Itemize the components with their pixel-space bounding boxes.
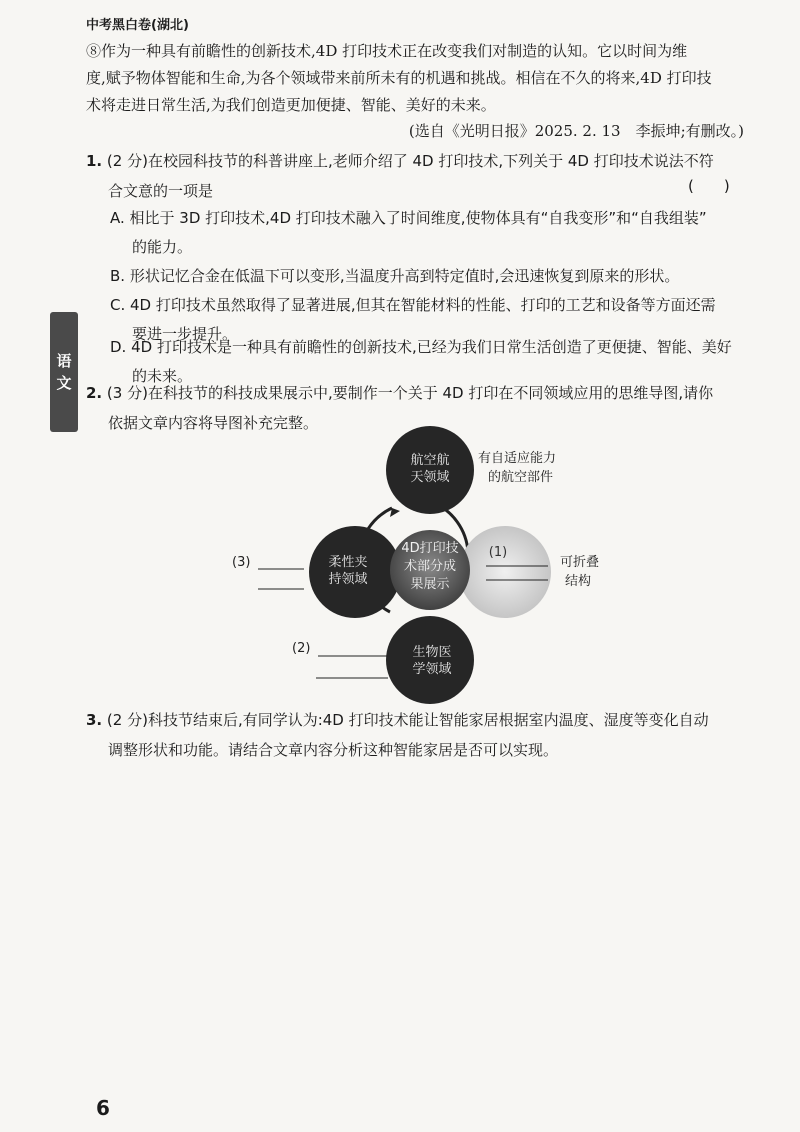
page-number: 6 xyxy=(96,1096,110,1120)
passage-source: (选自《光明日报》2025. 2. 13 李振坤;有删改。) xyxy=(408,122,744,140)
question-number: 1. xyxy=(86,152,103,170)
question-text: (3 分)在科技节的科技成果展示中,要制作一个关于 4D 打印在不同领域应用的思维导图,请你 xyxy=(106,384,714,402)
option-text: D. 4D 打印技术是一种具有前瞻性的创新技术,已经为我们日常生活创造了更便捷、智能、美好 xyxy=(110,338,732,356)
note-top: 的航空部件 xyxy=(488,470,554,485)
passage-line: 度,赋予物体智能和生命,为各个领域带来前所未有的机遇和挑战。相信在不久的将来,4D 打印技 xyxy=(86,69,712,87)
node-label: 柔性夹 xyxy=(328,555,368,570)
node-label: 天领域 xyxy=(410,470,450,485)
option-text: 的能力。 xyxy=(132,238,193,256)
question-number: 2. xyxy=(86,384,103,402)
option-text: A. 相比于 3D 打印技术,4D 打印技术融入了时间维度,使物体具有“自我变形”和“自我组装” xyxy=(110,209,707,227)
node-label: 航空航 xyxy=(410,453,450,468)
passage-line: 术将走进日常生活,为我们创造更加便捷、智能、美好的未来。 xyxy=(86,96,496,114)
blank-label-2: (2) xyxy=(292,641,311,656)
node-label: 生物医 xyxy=(412,645,452,660)
exam-header: 中考黑白卷(湖北) xyxy=(86,18,189,33)
question-3 xyxy=(86,705,756,765)
center-label: 4D打印技 xyxy=(401,541,459,556)
note-top: 有自适应能力 xyxy=(478,451,557,466)
question-number: 3. xyxy=(86,711,103,729)
note-right: 可折叠 xyxy=(560,555,600,570)
question-text: (2 分)在校园科技节的科普讲座上,老师介绍了 4D 打印技术,下列关于 4D 打印技术说法不符 xyxy=(106,152,714,170)
option-text: C. 4D 打印技术虽然取得了显著进展,但其在智能材料的性能、打印的工艺和设备等方面还需 xyxy=(110,296,716,314)
subject-side-tab xyxy=(50,312,78,432)
question-text: 合文意的一项是 xyxy=(108,182,214,200)
answer-blank: ( ) xyxy=(688,177,730,195)
node-biomedical xyxy=(386,616,474,704)
option-text: 要进一步提升。 xyxy=(132,325,238,343)
node-label: 持领域 xyxy=(328,572,368,587)
question-text: (2 分)科技节结束后,有同学认为:4D 打印技术能让智能家居根据室内温度、湿度等变化自动 xyxy=(106,711,709,729)
option-text: B. 形状记忆合金在低温下可以变形,当温度升高到特定值时,会迅速恢复到原来的形状。 xyxy=(110,267,680,285)
passage-line: ⑧作为一种具有前瞻性的创新技术,4D 打印技术正在改变我们对制造的认知。它以时间为维 xyxy=(86,42,688,60)
center-label: 术部分成 xyxy=(403,559,457,574)
option-text: 的未来。 xyxy=(132,367,193,385)
note-right: 结构 xyxy=(565,574,592,589)
side-tab-char: 语 xyxy=(56,352,72,370)
blank-label-3: (3) xyxy=(232,555,251,570)
center-label: 果展示 xyxy=(410,577,450,592)
node-blank-1 xyxy=(459,526,551,618)
question-text: 调整形状和功能。请结合文章内容分析这种智能家居是否可以实现。 xyxy=(108,741,559,759)
question-text: 依据文章内容将导图补充完整。 xyxy=(108,414,319,432)
node-label: (1) xyxy=(488,545,508,560)
node-label: 学领域 xyxy=(412,662,452,677)
side-tab-char: 文 xyxy=(56,374,72,392)
